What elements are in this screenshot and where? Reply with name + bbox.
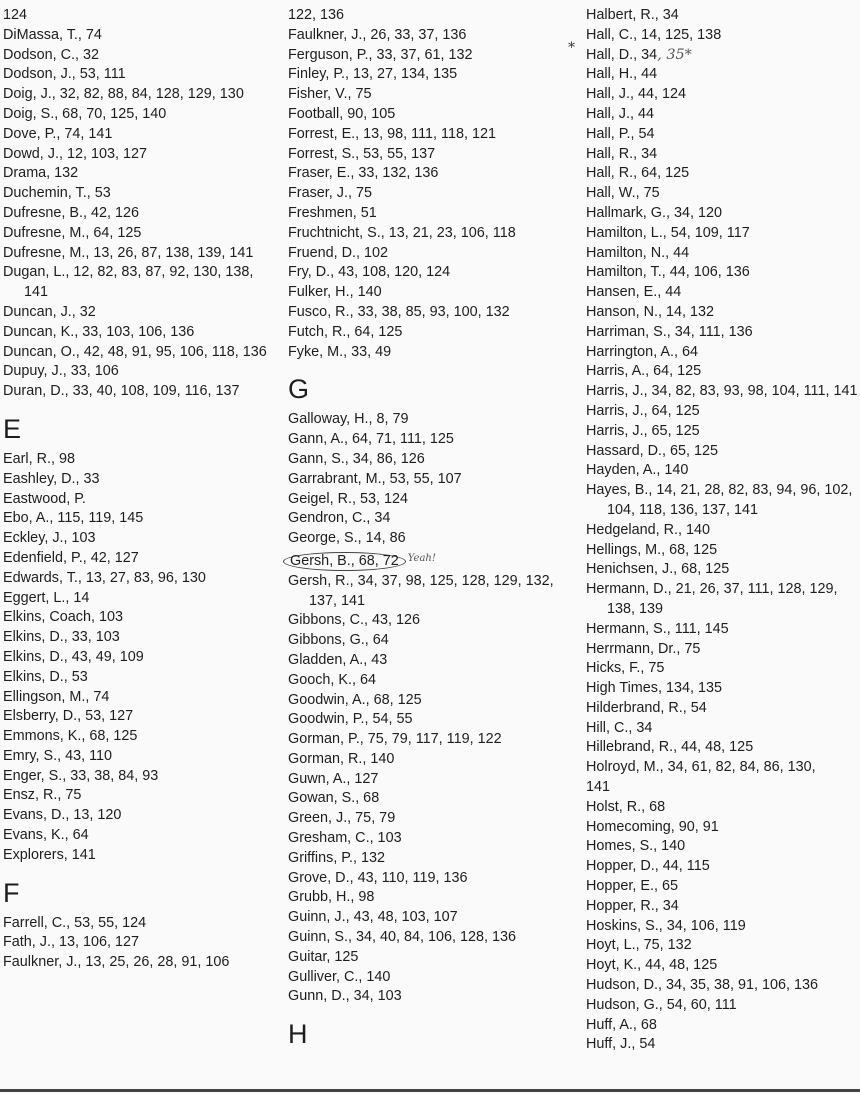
index-entry: Hopper, R., 34 bbox=[586, 897, 679, 914]
section-letter-f: F bbox=[3, 877, 20, 908]
index-entry: Hall, J., 44 bbox=[586, 105, 654, 122]
index-entry: Fisher, V., 75 bbox=[288, 86, 372, 103]
index-entry: Eastwood, P. bbox=[3, 490, 86, 507]
handwritten-addition: , 35 bbox=[657, 46, 685, 63]
index-entry: Dowd, J., 12, 103, 127 bbox=[3, 145, 147, 162]
index-entry: Harriman, S., 34, 111, 136 bbox=[586, 323, 753, 340]
index-entry: Evans, D., 13, 120 bbox=[3, 807, 122, 824]
index-entry: Elkins, D., 43, 49, 109 bbox=[3, 648, 144, 665]
index-entry: Hoskins, S., 34, 106, 119 bbox=[586, 917, 746, 934]
index-entry: Hoyt, K., 44, 48, 125 bbox=[586, 957, 718, 974]
index-entry: Halbert, R., 34 bbox=[586, 7, 679, 23]
index-entry: Duncan, O., 42, 48, 91, 95, 106, 118, 136 bbox=[3, 343, 267, 360]
index-entry: Green, J., 75, 79 bbox=[288, 810, 396, 827]
index-entry: Hall, W., 75 bbox=[586, 185, 660, 202]
index-entry: Fraser, E., 33, 132, 136 bbox=[288, 165, 439, 182]
entry-text: Hall, D., 34 bbox=[586, 46, 658, 63]
index-entry: Henichsen, J., 68, 125 bbox=[586, 561, 730, 578]
index-entry: Hall, J., 44, 124 bbox=[586, 86, 686, 103]
index-entry: Gresham, C., 103 bbox=[288, 830, 402, 847]
index-entry: Hedgeland, R., 140 bbox=[586, 521, 711, 538]
index-entry: Dodson, J., 53, 111 bbox=[3, 66, 126, 83]
index-entry: Doig, J., 32, 82, 88, 84, 128, 129, 130 bbox=[3, 86, 244, 103]
index-entry: Gladden, A., 43 bbox=[288, 651, 388, 668]
index-entry: Fruchtnicht, S., 13, 21, 23, 106, 118 bbox=[288, 224, 516, 241]
handwritten-note: Yeah! bbox=[407, 552, 436, 564]
index-entry: Elkins, D., 53 bbox=[3, 668, 88, 685]
index-entry: Huff, A., 68 bbox=[586, 1016, 657, 1033]
index-entry: Guwn, A., 127 bbox=[288, 770, 379, 787]
index-entry: Enger, S., 33, 38, 84, 93 bbox=[3, 767, 159, 784]
index-entry: Harrington, A., 64 bbox=[586, 343, 698, 360]
index-entry: Hamilton, T., 44, 106, 136 bbox=[586, 264, 750, 281]
index-entry: Ensz, R., 75 bbox=[3, 787, 82, 804]
index-entry: Gunn, D., 34, 103 bbox=[288, 988, 402, 1005]
index-column-3 bbox=[586, 6, 860, 1055]
index-entry bbox=[288, 549, 575, 572]
index-entry: Guinn, S., 34, 40, 84, 106, 128, 136 bbox=[288, 929, 517, 946]
index-entry: Hermann, D., 21, 26, 37, 111, 128, 129, 138, 139 bbox=[586, 581, 838, 617]
index-entry: Earl, R., 98 bbox=[3, 450, 75, 467]
index-entry: Hall, C., 14, 125, 138 bbox=[586, 26, 722, 43]
index-entry: Eckley, J., 103 bbox=[3, 530, 96, 547]
index-entry: Drama, 132 bbox=[3, 165, 79, 182]
index-entry: Forrest, E., 13, 98, 111, 118, 121 bbox=[288, 125, 496, 142]
index-entry: Harris, J., 65, 125 bbox=[586, 422, 700, 439]
index-entry: Hall, R., 34 bbox=[586, 145, 658, 162]
index-entry-continuation: 141 bbox=[586, 779, 611, 796]
index-entry: Hicks, F., 75 bbox=[586, 660, 665, 677]
index-entry: Duchemin, T., 53 bbox=[3, 185, 111, 202]
index-entry: Faulkner, J., 26, 33, 37, 136 bbox=[288, 26, 467, 43]
index-entry: Ebo, A., 115, 119, 145 bbox=[3, 510, 144, 527]
index-entry: Dupuy, J., 33, 106 bbox=[3, 363, 119, 380]
index-entry: Gorman, R., 140 bbox=[288, 750, 395, 767]
index-entry: Dove, P., 74, 141 bbox=[3, 125, 113, 142]
index-entry: Fusco, R., 33, 38, 85, 93, 100, 132 bbox=[288, 303, 510, 320]
index-entry: Fry, D., 43, 108, 120, 124 bbox=[288, 264, 451, 281]
index-entry: Hassard, D., 65, 125 bbox=[586, 442, 718, 459]
index-entry: Football, 90, 105 bbox=[288, 105, 396, 122]
index-entry: Geigel, R., 53, 124 bbox=[288, 490, 408, 507]
index-entry: Freshmen, 51 bbox=[288, 204, 377, 221]
index-entry: Hudson, D., 34, 35, 38, 91, 106, 136 bbox=[586, 977, 819, 994]
index-entry: Edwards, T., 13, 27, 83, 96, 130 bbox=[3, 569, 206, 586]
bottom-rule bbox=[0, 1089, 860, 1092]
index-entry: Hayden, A., 140 bbox=[586, 462, 689, 479]
index-entry: Duncan, J., 32 bbox=[3, 303, 96, 320]
index-entry: Holst, R., 68 bbox=[586, 798, 666, 815]
index-entry: Garrabrant, M., 53, 55, 107 bbox=[288, 470, 462, 487]
index-entry: Fruend, D., 102 bbox=[288, 244, 388, 261]
index-entry: Grove, D., 43, 110, 119, 136 bbox=[288, 869, 468, 886]
index-entry: Dugan, L., 12, 82, 83, 87, 92, 130, 138, 141 bbox=[3, 264, 254, 301]
index-entry: Gersh, R., 34, 37, 98, 125, 128, 129, 132, 137, 141 bbox=[288, 572, 554, 609]
index-entry: Hellings, M., 68, 125 bbox=[586, 541, 718, 558]
index-entry: Dufresne, M., 64, 125 bbox=[3, 224, 142, 241]
index-entry: Duran, D., 33, 40, 108, 109, 116, 137 bbox=[3, 383, 240, 400]
index-entry: Elsberry, D., 53, 127 bbox=[3, 708, 134, 725]
index-entry: Hilderbrand, R., 54 bbox=[586, 699, 707, 716]
index-entry: Fyke, M., 33, 49 bbox=[288, 343, 392, 360]
index-entry: Hill, C., 34 bbox=[586, 719, 653, 736]
index-entry: Fath, J., 13, 106, 127 bbox=[3, 934, 140, 951]
handwritten-star-mark: * bbox=[568, 40, 575, 56]
index-entry: Futch, R., 64, 125 bbox=[288, 323, 403, 340]
handwritten-star-icon: * bbox=[684, 46, 692, 63]
section-letter-e: E bbox=[3, 413, 22, 444]
index-entry: Gulliver, C., 140 bbox=[288, 968, 391, 985]
index-entry: DiMassa, T., 74 bbox=[3, 26, 102, 43]
index-entry: Hayes, B., 14, 21, 28, 82, 83, 94, 96, 102, 104, 118, 136, 137, 141 bbox=[586, 482, 853, 518]
index-entry: Huff, J., 54 bbox=[586, 1036, 656, 1053]
index-entry: Hamilton, L., 54, 109, 117 bbox=[586, 224, 750, 241]
index-entry: Gann, A., 64, 71, 111, 125 bbox=[288, 431, 454, 448]
index-entry: Doig, S., 68, 70, 125, 140 bbox=[3, 105, 167, 122]
index-entry: Goodwin, A., 68, 125 bbox=[288, 691, 422, 708]
index-entry: Hillebrand, R., 44, 48, 125 bbox=[586, 739, 754, 756]
index-entry: Harris, J., 64, 125 bbox=[586, 402, 700, 419]
index-entry: Gendron, C., 34 bbox=[288, 510, 391, 527]
index-entry: Dufresne, M., 13, 26, 87, 138, 139, 141 bbox=[3, 244, 254, 261]
index-entry bbox=[586, 46, 860, 66]
index-entry: Goodwin, P., 54, 55 bbox=[288, 711, 413, 728]
index-entry: Faulkner, J., 13, 25, 26, 28, 91, 106 bbox=[3, 954, 230, 971]
section-letter-g: G bbox=[288, 374, 310, 405]
index-entry: Ellingson, M., 74 bbox=[3, 688, 110, 705]
index-entry: Holroyd, M., 34, 61, 82, 84, 86, 130, bbox=[586, 759, 816, 776]
index-entry: Hall, H., 44 bbox=[586, 66, 658, 83]
index-entry: Eashley, D., 33 bbox=[3, 470, 100, 487]
index-entry: Homecoming, 90, 91 bbox=[586, 818, 719, 835]
index-entry: Griffins, P., 132 bbox=[288, 849, 386, 866]
index-entry: Homes, S., 140 bbox=[586, 838, 686, 855]
section-letter-h: H bbox=[288, 1019, 308, 1050]
index-entry: Herrmann, Dr., 75 bbox=[586, 640, 701, 657]
index-entry: Emry, S., 43, 110 bbox=[3, 747, 113, 764]
index-entry: Forrest, S., 53, 55, 137 bbox=[288, 145, 436, 162]
index-entry: High Times, 134, 135 bbox=[586, 680, 722, 697]
index-entry: Elkins, Coach, 103 bbox=[3, 609, 123, 626]
index-entry: Hall, P., 54 bbox=[586, 125, 655, 142]
index-entry: George, S., 14, 86 bbox=[288, 530, 406, 547]
index-entry: 124 bbox=[3, 7, 28, 23]
index-entry: Explorers, 141 bbox=[3, 846, 96, 863]
index-entry: Gibbons, G., 64 bbox=[288, 632, 389, 649]
index-entry: Finley, P., 13, 27, 134, 135 bbox=[288, 66, 458, 83]
index-entry: Duncan, K., 33, 103, 106, 136 bbox=[3, 323, 195, 340]
index-entry: 122, 136 bbox=[288, 7, 345, 23]
index-entry: Hansen, E., 44 bbox=[586, 284, 682, 301]
index-entry: Hall, R., 64, 125 bbox=[586, 165, 690, 182]
index-entry: Guinn, J., 43, 48, 103, 107 bbox=[288, 909, 458, 926]
index-entry: Farrell, C., 53, 55, 124 bbox=[3, 914, 147, 931]
index-entry: Gann, S., 34, 86, 126 bbox=[288, 450, 425, 467]
index-column-1 bbox=[3, 6, 275, 973]
index-entry: Hallmark, G., 34, 120 bbox=[586, 204, 722, 221]
index-entry: Hoyt, L., 75, 132 bbox=[586, 937, 692, 954]
index-entry: Hopper, D., 44, 115 bbox=[586, 858, 710, 875]
index-entry: Hamilton, N., 44 bbox=[586, 244, 690, 261]
index-entry: Galloway, H., 8, 79 bbox=[288, 411, 409, 428]
index-entry: Harris, J., 34, 82, 83, 93, 98, 104, 111, 141 bbox=[586, 383, 858, 400]
index-entry: Fraser, J., 75 bbox=[288, 185, 372, 202]
index-entry: Edenfield, P., 42, 127 bbox=[3, 549, 139, 566]
index-entry: Grubb, H., 98 bbox=[288, 889, 375, 906]
index-entry: Gorman, P., 75, 79, 117, 119, 122 bbox=[288, 731, 502, 748]
circled-entry: Gersh, B., 68, 72 bbox=[283, 552, 406, 571]
index-entry: Fulker, H., 140 bbox=[288, 284, 382, 301]
index-entry: Hermann, S., 111, 145 bbox=[586, 620, 729, 637]
index-entry: Dodson, C., 32 bbox=[3, 46, 99, 63]
index-entry: Eggert, L., 14 bbox=[3, 589, 90, 606]
index-column-2 bbox=[288, 6, 575, 1055]
index-entry: Guitar, 125 bbox=[288, 948, 359, 965]
index-entry: Gibbons, C., 43, 126 bbox=[288, 612, 420, 629]
index-entry: Emmons, K., 68, 125 bbox=[3, 728, 138, 745]
index-entry: Elkins, D., 33, 103 bbox=[3, 629, 120, 646]
index-entry: Hudson, G., 54, 60, 111 bbox=[586, 996, 737, 1013]
index-entry: Harris, A., 64, 125 bbox=[586, 363, 702, 380]
index-entry: Evans, K., 64 bbox=[3, 827, 89, 844]
index-entry: Hanson, N., 14, 132 bbox=[586, 303, 714, 320]
index-entry: Hopper, E., 65 bbox=[586, 878, 678, 895]
index-entry: Dufresne, B., 42, 126 bbox=[3, 204, 139, 221]
index-entry: Gowan, S., 68 bbox=[288, 790, 380, 807]
index-entry: Ferguson, P., 33, 37, 61, 132 bbox=[288, 46, 473, 63]
index-entry: Gooch, K., 64 bbox=[288, 671, 376, 688]
